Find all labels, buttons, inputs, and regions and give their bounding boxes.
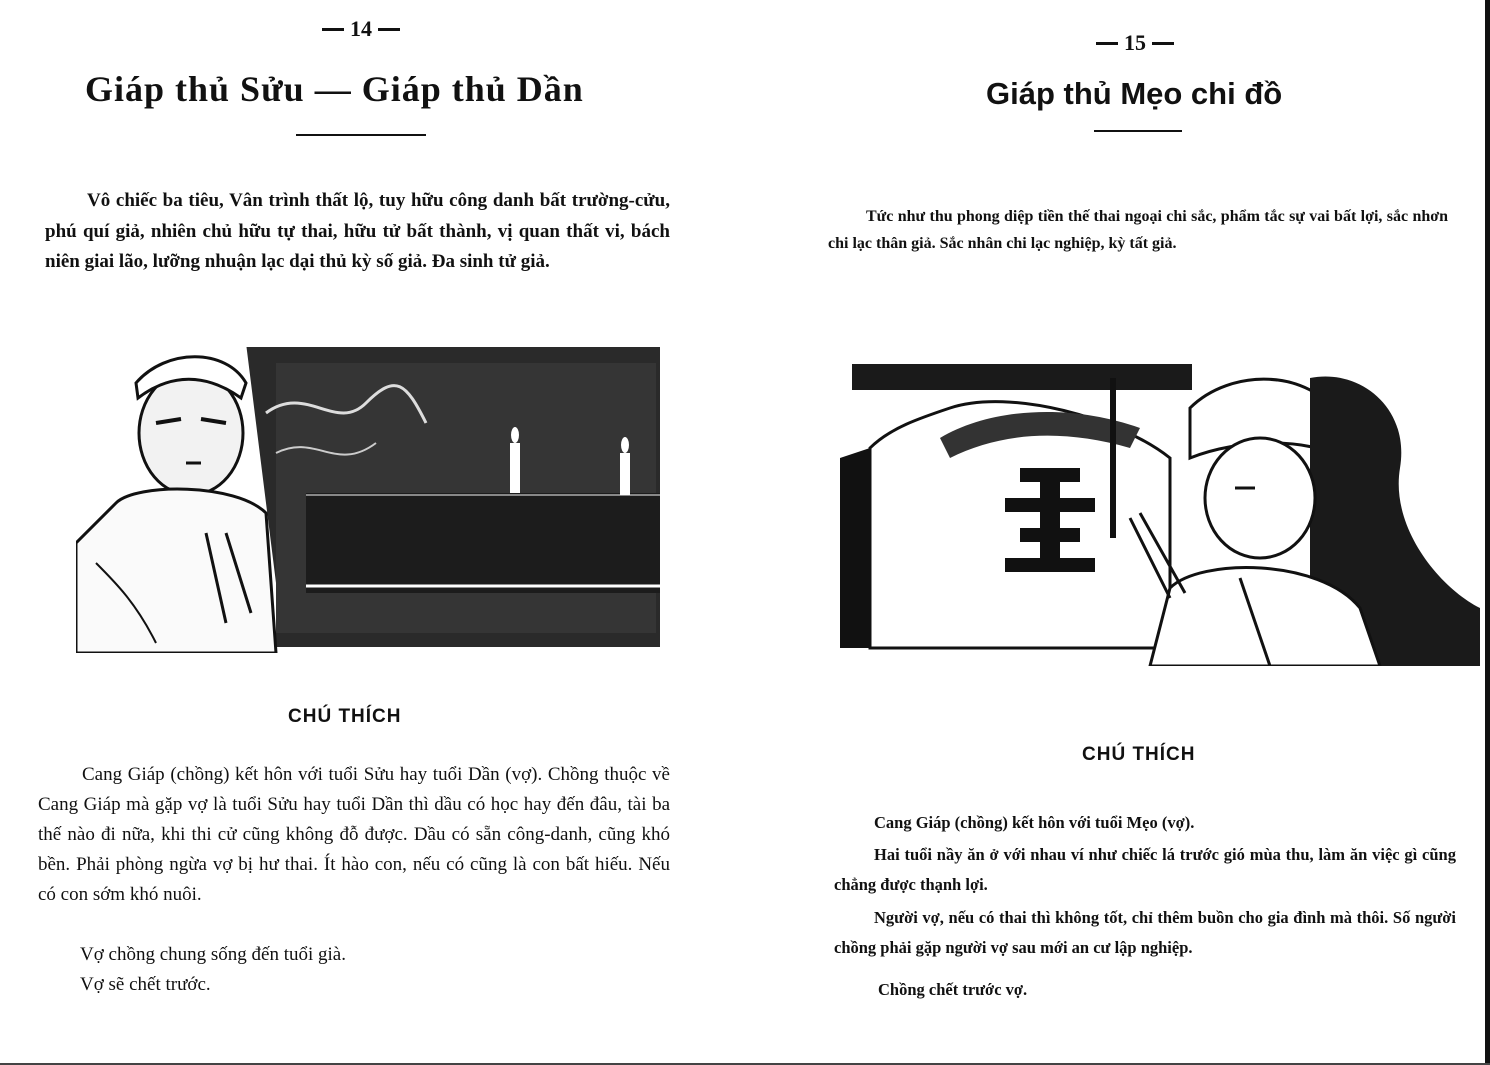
right-note-2: Hai tuổi nầy ăn ở với nhau ví như chiếc lá trước gió mùa thu, làm ăn việc gì cũng chẳng được thạnh lợi. — [834, 845, 1456, 894]
illustration-woman-at-altar — [840, 348, 1480, 666]
right-verse: Tức như thu phong diệp tiền thế thai ngoại chi sắc, phẩm tắc sự vai bất lợi, sắc nhơn chi lạc thân giả. Sắc nhân chi lạc nghiệp, kỳ tất giả. — [828, 208, 1448, 252]
illustration-man-with-candles — [76, 343, 660, 653]
left-page-title: Giáp thủ Sửu — Giáp thủ Dần — [85, 69, 584, 109]
left-note-1: Cang Giáp (chồng) kết hôn với tuổi Sửu hay tuổi Dần (vợ). Chồng thuộc về Cang Giáp mà gặp vợ là tuổi Sửu hay tuổi Dần thì dầu có học hay đến đâu, tài ba thế nào đi nữa, khi thi cử cũng không đỗ được. Dầu có sẵn công-danh, cũng khó bền. Phải phòng ngừa vợ bị hư thai. Ít hào con, nếu có cũng là con bất hiếu. Nếu có con sớm khó nuôi. — [38, 764, 670, 905]
scan-edge-right — [1485, 0, 1490, 1065]
left-verse: Vô chiếc ba tiêu, Vân trình thất lộ, tuy hữu công danh bất trường-cửu, phú quí giả, nhiên chủ hữu tự thai, hữu tử bất thành, vị quan thất vi, bách niên giai lão, lưỡng nhuận lạc dại thủ kỳ số giả. Đa sinh tử giả. — [45, 190, 670, 272]
left-page-number: 14 — [322, 16, 400, 42]
left-note-2: Vợ chồng chung sống đến tuổi già. — [80, 944, 346, 965]
right-page — [760, 0, 1490, 1065]
title-underline — [1094, 130, 1182, 132]
right-page-number: 15 — [1096, 30, 1174, 56]
left-page — [0, 0, 730, 1065]
right-note-3: Người vợ, nếu có thai thì không tốt, chỉ thêm buồn cho gia đình mà thôi. Số người chồng phải gặp người vợ sau mới an cư lập nghiệp. — [834, 908, 1456, 957]
left-notes-heading: CHÚ THÍCH — [288, 706, 402, 727]
right-note-4: Chồng chết trước vợ. — [878, 980, 1028, 999]
right-page-title: Giáp thủ Mẹo chi đồ — [986, 76, 1283, 111]
title-underline — [296, 134, 426, 136]
left-note-3: Vợ sẽ chết trước. — [80, 974, 211, 995]
right-note-1: Cang Giáp (chồng) kết hôn với tuổi Mẹo (vợ). — [874, 813, 1195, 832]
right-notes-heading: CHÚ THÍCH — [1082, 744, 1196, 765]
